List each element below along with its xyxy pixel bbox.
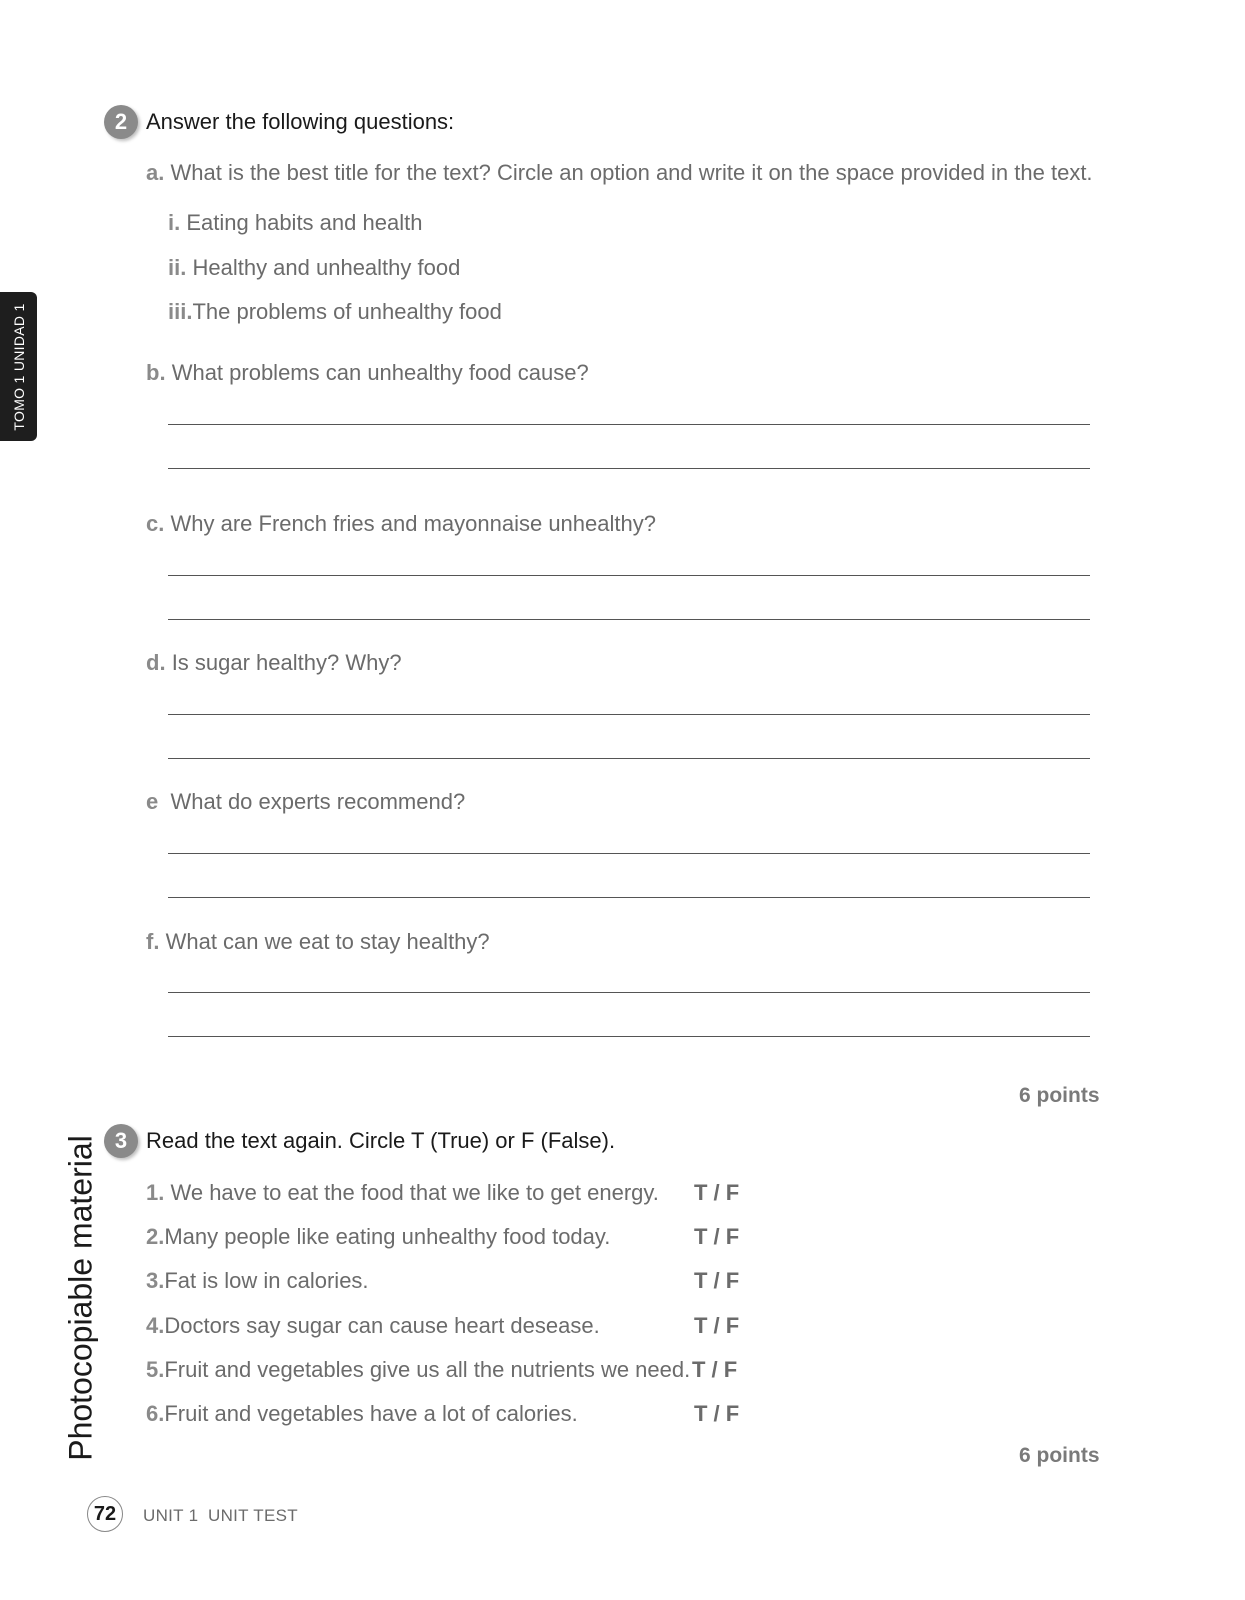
statement-3-text: Fat is low in calories. bbox=[164, 1268, 369, 1293]
option-iii-label: iii. bbox=[168, 299, 193, 324]
question-b-label: b. bbox=[146, 360, 166, 385]
question-d bbox=[146, 650, 402, 676]
question-e-label: e bbox=[146, 789, 159, 814]
statement-3 bbox=[146, 1268, 369, 1294]
statement-2-label: 2. bbox=[146, 1224, 165, 1249]
footer-unit: UNIT 1 bbox=[143, 1506, 199, 1525]
answer-line-b-1[interactable] bbox=[168, 424, 1090, 425]
answer-line-c-1[interactable] bbox=[168, 575, 1090, 576]
statement-1-label: 1. bbox=[146, 1180, 165, 1205]
answer-line-f-1[interactable] bbox=[168, 992, 1090, 993]
answer-line-b-2[interactable] bbox=[168, 468, 1090, 469]
statement-5-text: Fruit and vegetables give us all the nutrients we need. bbox=[164, 1357, 691, 1382]
question-a bbox=[146, 160, 1093, 186]
question-d-text: Is sugar healthy? Why? bbox=[171, 650, 402, 675]
true-false-5[interactable]: T / F bbox=[692, 1357, 738, 1382]
answer-line-e-2[interactable] bbox=[168, 897, 1090, 898]
section-2-title: Answer the following questions: bbox=[146, 109, 455, 134]
option-i[interactable] bbox=[168, 210, 422, 236]
statement-2 bbox=[146, 1224, 610, 1250]
true-false-1[interactable]: T / F bbox=[694, 1180, 740, 1205]
section-2-points: 6 points bbox=[1019, 1084, 1100, 1107]
answer-line-d-1[interactable] bbox=[168, 714, 1090, 715]
question-e bbox=[146, 789, 465, 815]
true-false-3[interactable]: T / F bbox=[694, 1268, 740, 1293]
option-i-text: Eating habits and health bbox=[186, 210, 423, 235]
option-i-label: i. bbox=[168, 210, 181, 235]
photocopiable-label: Photocopiable material bbox=[62, 1135, 99, 1461]
question-a-label: a. bbox=[146, 160, 165, 185]
question-b bbox=[146, 360, 589, 386]
question-d-label: d. bbox=[146, 650, 166, 675]
statement-1-text: We have to eat the food that we like to get energy. bbox=[170, 1180, 659, 1205]
true-false-4[interactable]: T / F bbox=[694, 1313, 740, 1338]
section-3-badge: 3 bbox=[104, 1124, 138, 1158]
statement-5 bbox=[146, 1357, 690, 1383]
footer-test: UNIT TEST bbox=[208, 1506, 298, 1525]
question-f-label: f. bbox=[146, 929, 160, 954]
page-number: 72 bbox=[87, 1496, 123, 1532]
statement-4-label: 4. bbox=[146, 1313, 165, 1338]
option-ii[interactable] bbox=[168, 255, 460, 281]
question-f-text: What can we eat to stay healthy? bbox=[165, 929, 490, 954]
answer-line-e-1[interactable] bbox=[168, 853, 1090, 854]
true-false-2[interactable]: T / F bbox=[694, 1224, 740, 1249]
side-tab-label: TOMO 1 UNIDAD 1 bbox=[10, 302, 27, 431]
statement-1 bbox=[146, 1180, 659, 1206]
statement-6-label: 6. bbox=[146, 1401, 165, 1426]
option-ii-text: Healthy and unhealthy food bbox=[192, 255, 461, 280]
statement-2-text: Many people like eating unhealthy food today. bbox=[164, 1224, 611, 1249]
question-c bbox=[146, 511, 656, 537]
option-ii-label: ii. bbox=[168, 255, 187, 280]
statement-6-text: Fruit and vegetables have a lot of calories. bbox=[164, 1401, 578, 1426]
question-c-text: Why are French fries and mayonnaise unhealthy? bbox=[170, 511, 656, 536]
answer-line-c-2[interactable] bbox=[168, 619, 1090, 620]
statement-5-label: 5. bbox=[146, 1357, 165, 1382]
true-false-6[interactable]: T / F bbox=[694, 1401, 740, 1426]
statement-3-label: 3. bbox=[146, 1268, 165, 1293]
statement-4 bbox=[146, 1313, 600, 1339]
option-iii[interactable] bbox=[168, 299, 502, 325]
option-iii-text: The problems of unhealthy food bbox=[192, 299, 502, 324]
question-f bbox=[146, 929, 490, 955]
question-c-label: c. bbox=[146, 511, 165, 536]
question-a-text: What is the best title for the text? Circle an option and write it on the space provided in the text. bbox=[170, 160, 1093, 185]
section-2-badge: 2 bbox=[104, 105, 138, 139]
answer-line-f-2[interactable] bbox=[168, 1036, 1090, 1037]
section-3-points: 6 points bbox=[1019, 1444, 1100, 1467]
question-b-text: What problems can unhealthy food cause? bbox=[171, 360, 589, 385]
statement-6 bbox=[146, 1401, 578, 1427]
statement-4-text: Doctors say sugar can cause heart desease. bbox=[164, 1313, 600, 1338]
question-e-text: What do experts recommend? bbox=[170, 789, 466, 814]
side-tab bbox=[0, 292, 37, 441]
section-3-title: Read the text again. Circle T (True) or F (False). bbox=[146, 1128, 616, 1153]
answer-line-d-2[interactable] bbox=[168, 758, 1090, 759]
